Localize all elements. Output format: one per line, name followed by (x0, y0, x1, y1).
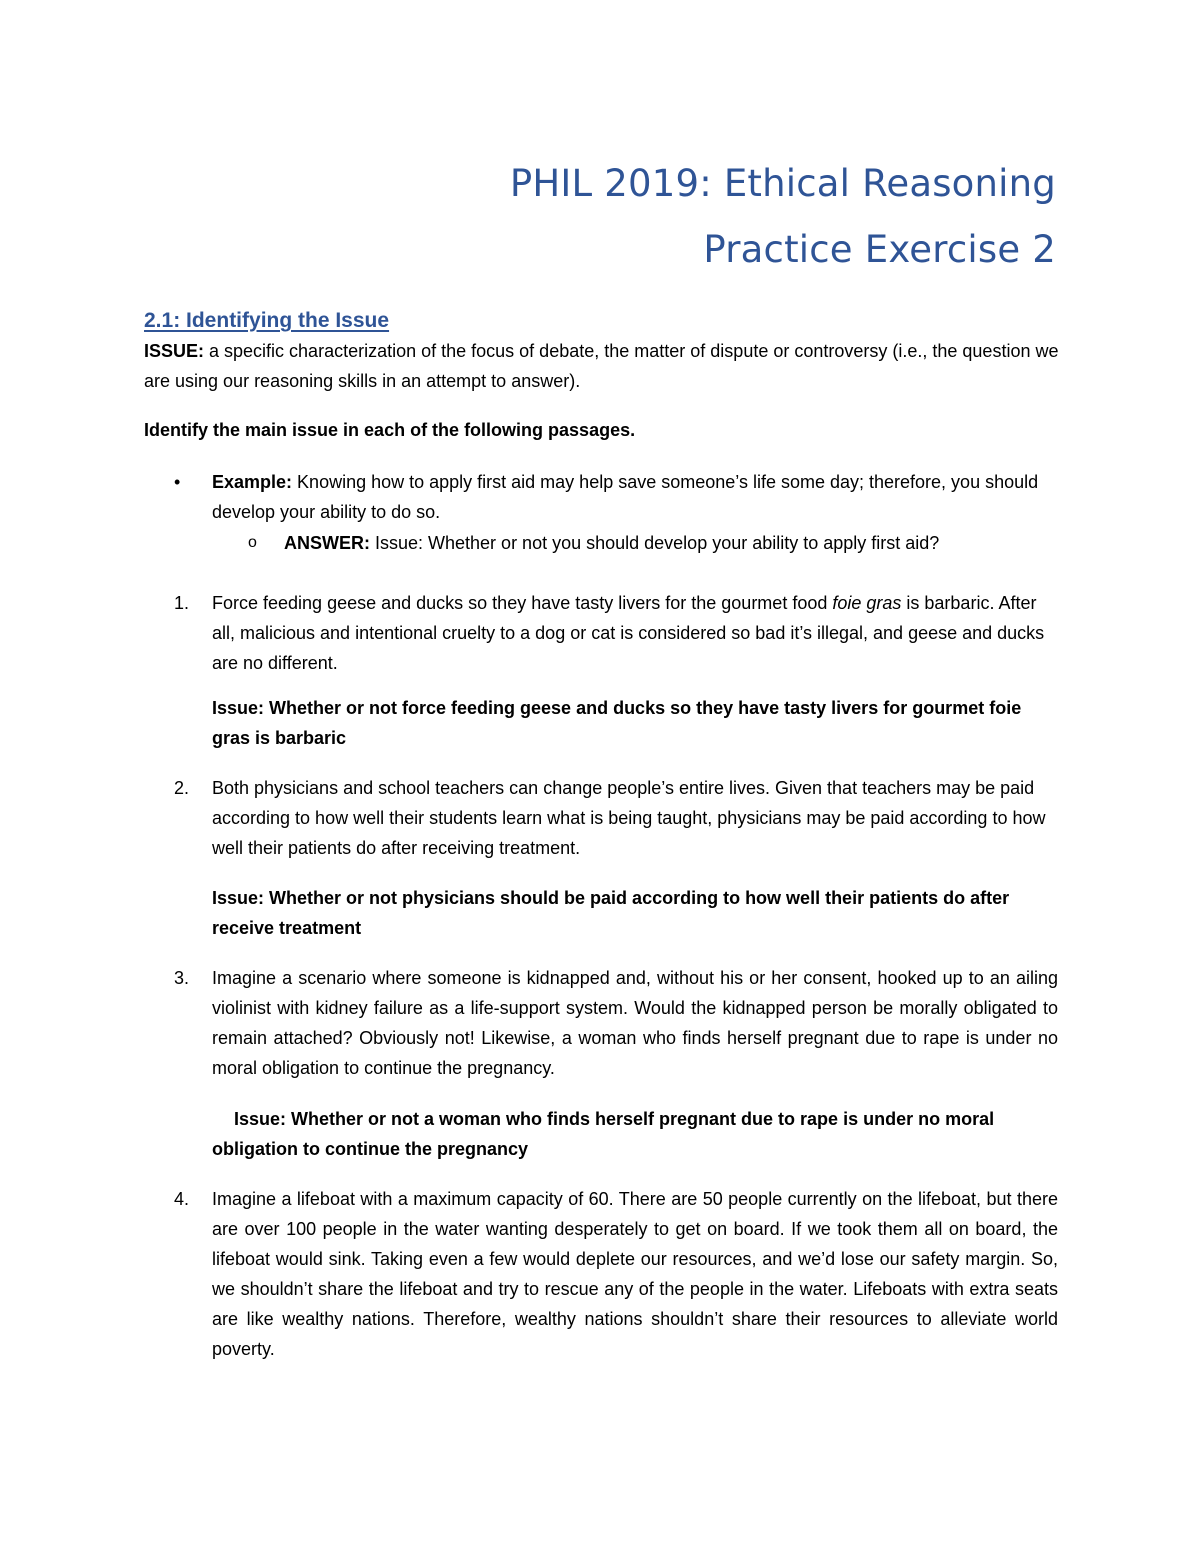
passage-italic-term: foie gras (832, 593, 902, 613)
course-title: PHIL 2019: Ethical Reasoning (509, 162, 1056, 205)
instruction-text: Identify the main issue in each of the following passages. (144, 420, 636, 440)
sub-bullet-icon: o (248, 534, 257, 551)
instruction (144, 415, 1059, 445)
issue-definition (144, 336, 1059, 396)
item-number: 3. (174, 968, 190, 988)
item-number: 1. (174, 593, 190, 613)
section-heading: 2.1: Identifying the Issue (144, 309, 390, 332)
issue-text: Issue: Whether or not physicians should be paid according to how well their patients do after receive treatment (212, 888, 1010, 938)
bullet-icon: • (174, 472, 181, 492)
item-number: 4. (174, 1189, 190, 1209)
definition-term: ISSUE: (144, 341, 205, 361)
answer-label: ANSWER: (284, 533, 370, 553)
issue-text: Issue: Whether or not force feeding geese and ducks so they have tasty livers for gourmet foie gras is barbaric (212, 698, 1022, 748)
example-label: Example: (212, 472, 293, 492)
passage-text-part: is barbaric. After all, malicious and intentional cruelty to a dog or cat is considered so bad it’s illegal, and geese and ducks are no different. (212, 593, 1045, 673)
example-body: Knowing how to apply first aid may help save someone’s life some day; therefore, you should develop your ability to do so. (212, 472, 1039, 522)
answer-text (284, 528, 1058, 558)
passage-text (212, 588, 1058, 678)
passage-text: Imagine a scenario where someone is kidnapped and, without his or her consent, hooked up to an ailing violinist with kidney failure as a life-support system. Would the kidnapped person be morally obligated to remain attached? Obviously not! Likewise, a woman who finds herself pregnant due to rape is under no moral obligation to continue the pregnancy. (212, 968, 1058, 1078)
issue-text: Issue: Whether or not a woman who finds herself pregnant due to rape is under no moral obligation to continue the pregnancy (212, 1109, 995, 1159)
answer-body: Issue: Whether or not you should develop your ability to apply first aid? (370, 533, 940, 553)
passage-text: Both physicians and school teachers can change people’s entire lives. Given that teachers may be paid according to how well their students learn what is being taught, physicians may be paid according to how well their patients do after receiving treatment. (212, 778, 1046, 858)
passage-text-part: Force feeding geese and ducks so they have tasty livers for the gourmet food (212, 593, 833, 613)
exercise-title: Practice Exercise 2 (703, 228, 1056, 271)
passage-text: Imagine a lifeboat with a maximum capacity of 60. There are 50 people currently on the lifeboat, but there are over 100 people in the water wanting desperately to get on board. If we took them all on board, the lifeboat would sink. Taking even a few would deplete our resources, and we’d lose our safety margin. So, we shouldn’t share the lifeboat and try to rescue any of the people in the water. Lifeboats with extra seats are like wealthy nations. Therefore, wealthy nations shouldn’t share their resources to alleviate world poverty. (212, 1189, 1058, 1359)
definition-text: a specific characterization of the focus of debate, the matter of dispute or controversy (i.e., the question we are using our reasoning skills in an attempt to answer). (144, 341, 1059, 391)
item-number: 2. (174, 778, 190, 798)
example-text (212, 467, 1058, 527)
